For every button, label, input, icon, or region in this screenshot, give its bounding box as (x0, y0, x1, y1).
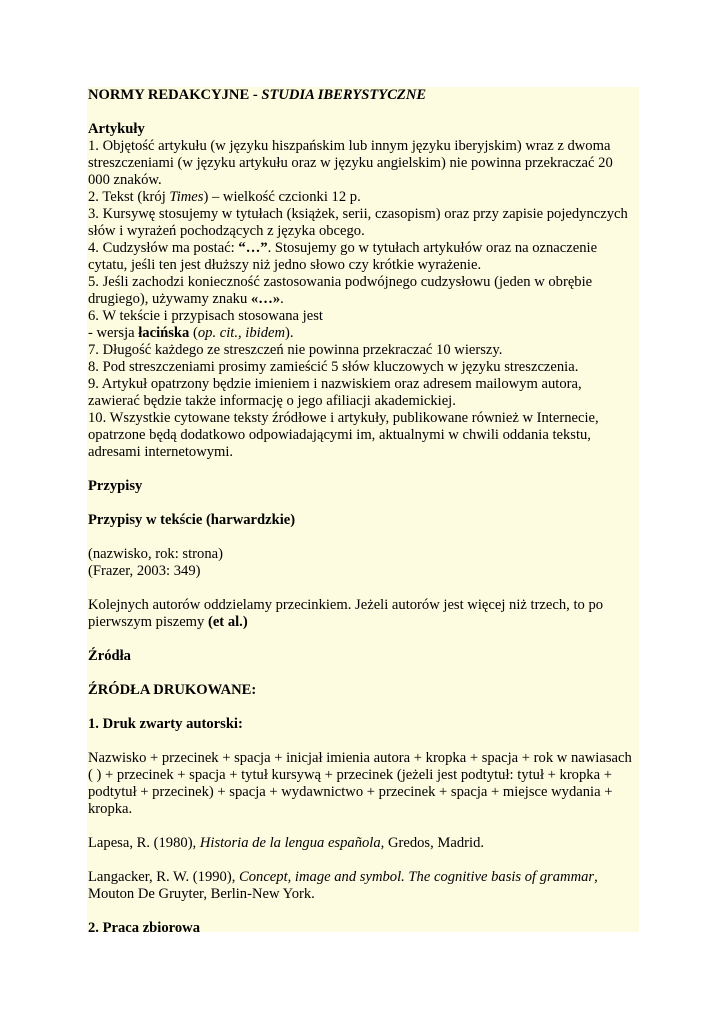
rule-5-text-end: . (280, 291, 284, 307)
footnotes-subheading: Przypisy w tekście (harwardzkie) (88, 512, 296, 528)
article-rule-5 (88, 274, 635, 308)
article-rule-8: 8. Pod streszczeniami prosimy zamieścić 5 słów kluczowych w języku streszczenia. (88, 359, 579, 375)
example-1-title: Historia de la lengua española, (199, 835, 385, 851)
document-body (87, 87, 639, 932)
monograph-rule: Nazwisko + przecinek + spacja + inicjał imienia autora + kropka + spacja + rok w nawiasach ( ) + przecinek + spacja + tytuł kursywą + przecinek (jeżeli jest podtytuł: tytuł + kropka + podtytuł + przecinek) + spacja + wydawnictwo + przecinek + spacja + miejsce wydania + kropka. (88, 750, 632, 817)
articles-heading: Artykuły (88, 121, 145, 137)
sources-heading: Źródła (88, 648, 131, 664)
monograph-heading: 1. Druk zwarty autorski: (88, 716, 243, 732)
article-rule-1: 1. Objętość artykułu (w języku hiszpańskim lub innym języku iberyjskim) wraz z dwoma streszczeniami (w języku artykułu oraz w języku angielskim) nie powinna przekraczać 20 000 znaków. (88, 138, 613, 188)
op-cit: op. cit. (197, 325, 238, 341)
paren-open: ( (189, 325, 198, 341)
et-al: (et al.) (207, 614, 248, 630)
rule-4-text: 4. Cudzysłów ma postać: (88, 240, 239, 256)
article-rule-3: 3. Kursywę stosujemy w tytułach (książek, serii, czasopism) oraz przy zapisie pojedynczych słów i wyrażeń pochodzących z języka obcego. (88, 206, 628, 239)
journal-name: STUDIA IBERYSTYCZNE (261, 87, 427, 103)
article-rule-7: 7. Długość każdego ze streszczeń nie powinna przekraczać 10 wierszy. (88, 342, 503, 358)
font-name: Times (169, 189, 204, 205)
quote-mark-example: “…” (238, 240, 268, 256)
citation-example: (Frazer, 2003: 349) (88, 563, 201, 579)
example-2-publisher: , Mouton De Gruyter, Berlin-New York. (88, 869, 598, 902)
printed-sources-heading: ŹRÓDŁA DRUKOWANE: (88, 682, 257, 698)
article-rule-6: 6. W tekście i przypisach stosowana jest (88, 308, 323, 324)
monograph-example-2 (88, 869, 635, 903)
authors-rule-text: Kolejnych autorów oddzielamy przecinkiem. Jeżeli autorów jest więcej niż trzech, to po pierwszym piszemy (88, 597, 604, 630)
article-rule-6-latin (88, 325, 635, 342)
double-quote-example: «…» (250, 291, 281, 307)
example-2-author: Langacker, R. W. (1990), (88, 869, 239, 885)
rule-2-text-end: ) – wielkość czcionki 12 p. (203, 189, 361, 205)
example-1-author: Lapesa, R. (1980), (88, 835, 200, 851)
latin-version-text: - wersja (88, 325, 139, 341)
article-rule-10: 10. Wszystkie cytowane teksty źródłowe i artykuły, publikowane również w Internecie, opatrzone będą dodatkowo odpowiadającymi im, aktualnymi w chwili oddania tekstu, adresami internetowymi. (88, 410, 599, 460)
collective-work-heading: 2. Praca zbiorowa (88, 920, 200, 932)
rule-4-text-end: . Stosujemy go w tytułach artykułów oraz na oznaczenie cytatu, jeśli ten jest dłuższy niż jedno słowo czy krótkie wyrażenie. (88, 240, 598, 273)
comma: , (238, 325, 246, 341)
footnotes-heading: Przypisy (88, 478, 143, 494)
title-prefix: NORMY REDAKCYJNE - (88, 87, 262, 103)
article-rule-4 (88, 240, 635, 274)
document-page (87, 87, 639, 932)
monograph-example-1 (88, 835, 635, 852)
paren-close: ). (285, 325, 294, 341)
rule-5-text: 5. Jeśli zachodzi konieczność zastosowania podwójnego cudzysłowu (jeden w obrębie drugiego), używamy znaku (88, 274, 593, 307)
authors-rule (88, 597, 635, 631)
example-1-publisher: Gredos, Madrid. (384, 835, 485, 851)
example-2-title: Concept, image and symbol. The cognitive basis of grammar (239, 869, 595, 885)
ibidem: ibidem (245, 325, 286, 341)
article-rule-2 (88, 189, 635, 206)
rule-2-text: 2. Tekst (krój (88, 189, 170, 205)
latin-word: łacińska (138, 325, 190, 341)
article-rule-9: 9. Artykuł opatrzony będzie imieniem i nazwiskiem oraz adresem mailowym autora, zawierać będzie także informację o jego afiliacji akademickiej. (88, 376, 582, 409)
citation-pattern: (nazwisko, rok: strona) (88, 546, 223, 562)
document-title (88, 87, 635, 104)
